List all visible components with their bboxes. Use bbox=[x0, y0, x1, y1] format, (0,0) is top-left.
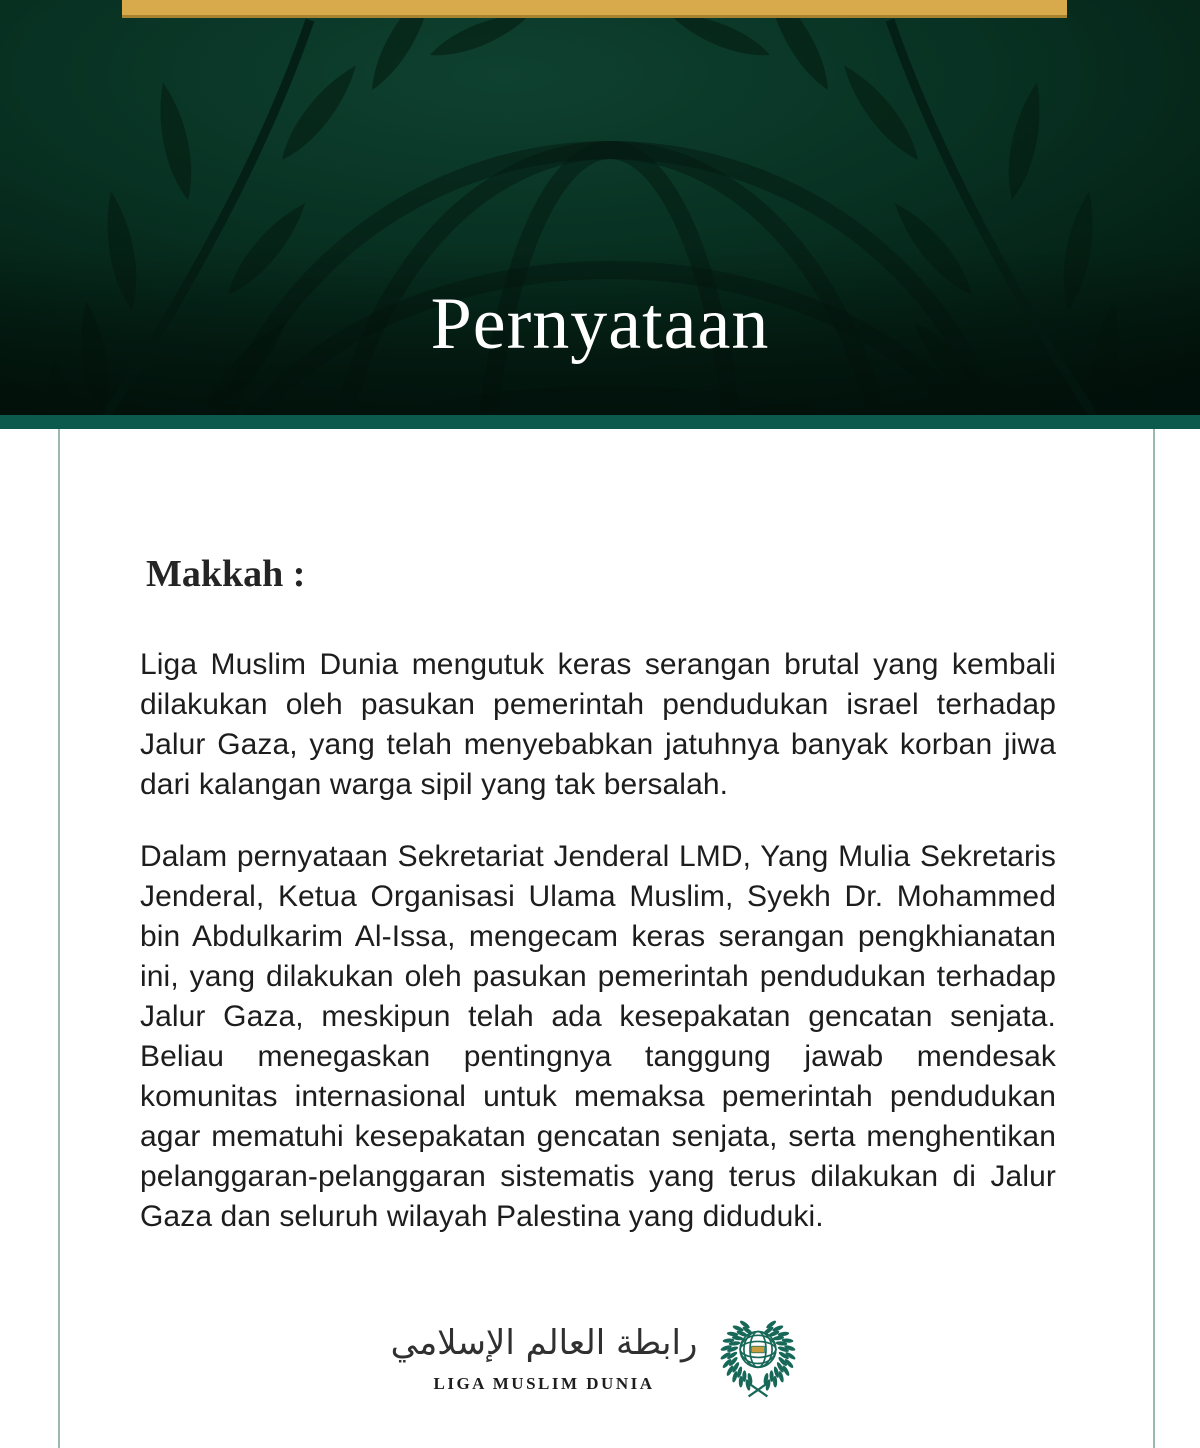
wreath-stems bbox=[749, 1383, 768, 1396]
text-column bbox=[140, 555, 1056, 1403]
left-border-line bbox=[58, 429, 60, 1448]
right-border-line bbox=[1153, 429, 1155, 1448]
kaaba-gold-mark bbox=[752, 1346, 765, 1353]
statement-body bbox=[0, 429, 1200, 1448]
gold-accent-bar bbox=[122, 0, 1067, 18]
org-logo-text bbox=[391, 1318, 698, 1394]
wreath-globe-emblem bbox=[711, 1309, 805, 1403]
org-name: LIGA MUSLIM DUNIA bbox=[433, 1374, 655, 1393]
statement-paragraph-2: Dalam pernyataan Sekretariat Jenderal LMD, Yang Mulia Sekretaris Jenderal, Ketua Organisasi Ulama Muslim, Syekh Dr. Mohammed bin Abdulkarim Al-Issa, mengecam keras serangan pengkhianatan ini, yang dilakukan oleh pasukan pemerintah pendudukan terhadap Jalur Gaza, meskipun telah ada kesepakatan gencatan senjata. Beliau menegaskan pentingnya tanggung jawab mendesak komunitas internasional untuk memaksa pemerintah pendudukan agar mematuhi kesepakatan gencatan senjata, serta menghentikan pelanggaran-pelanggaran sistematis yang terus dilakukan di Jalur Gaza dan seluruh wilayah Palestina yang diduduki. bbox=[140, 840, 1056, 1233]
org-logo bbox=[140, 1309, 1056, 1403]
dateline: Makkah : bbox=[146, 553, 306, 595]
statement-header bbox=[0, 0, 1200, 415]
statement-paragraph-1: Liga Muslim Dunia mengutuk keras serangan brutal yang kembali dilakukan oleh pasukan pemerintah pendudukan israel terhadap Jalur Gaza, yang telah menyebabkan jatuhnya banyak korban jiwa dari kalangan warga sipil yang tak bersalah. bbox=[140, 648, 1056, 801]
arabic-calligraphy: رابطة العالم الإسلامي bbox=[390, 1323, 698, 1363]
header-divider-strip bbox=[0, 415, 1200, 429]
page-title: Pernyataan bbox=[430, 283, 770, 365]
